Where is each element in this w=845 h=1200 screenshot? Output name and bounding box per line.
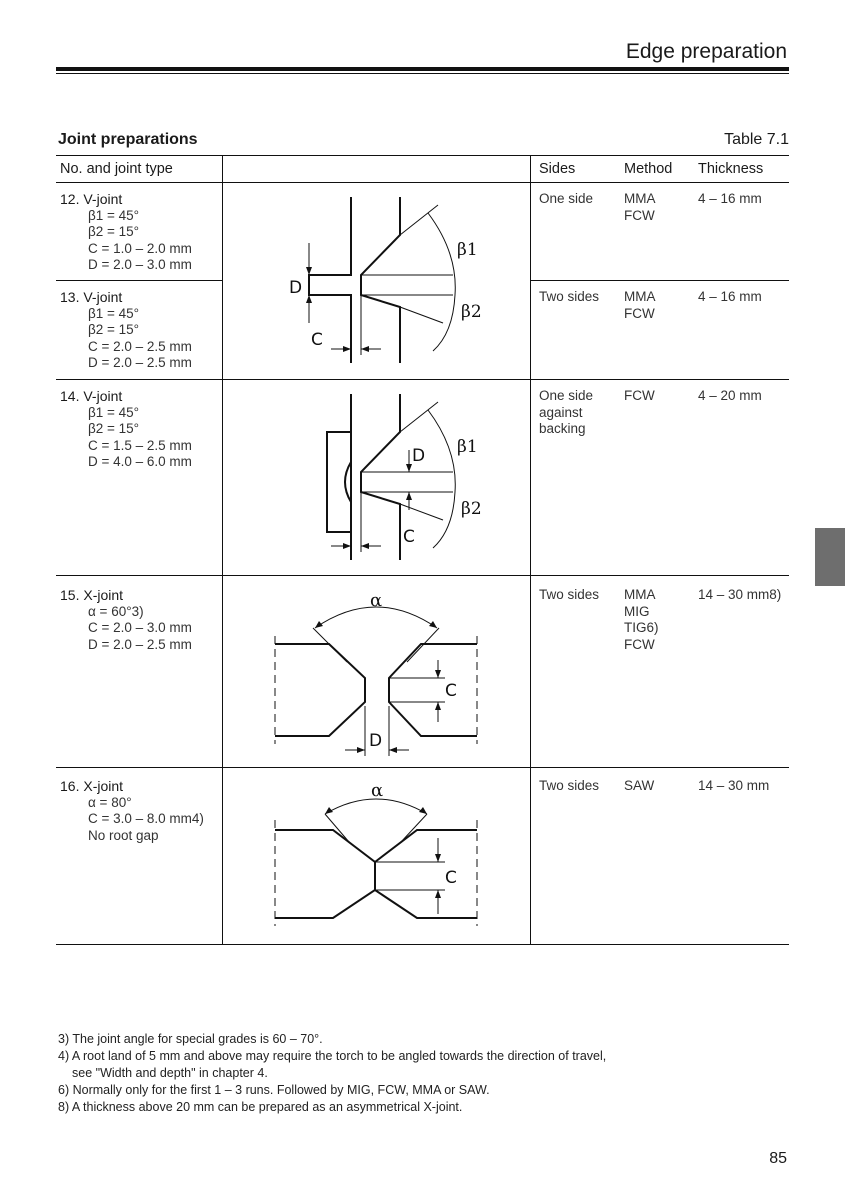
col-header-type: No. and joint type <box>60 161 173 177</box>
label-beta2: β2 <box>461 499 482 519</box>
method-item: FCW <box>624 207 655 223</box>
label-alpha: α <box>370 590 383 611</box>
method-item: FCW <box>624 636 655 652</box>
sides-15: Two sides <box>539 587 600 602</box>
footnote-8: 8) A thickness above 20 mm can be prepared as an asymmetrical X-joint. <box>58 1100 463 1114</box>
sides-16: Two sides <box>539 778 600 793</box>
method-item: MMA <box>624 191 656 206</box>
method-14: FCW <box>624 388 655 403</box>
table-rule-12-right <box>530 280 789 281</box>
table-rule-top <box>56 155 789 156</box>
label-beta2: β2 <box>461 302 482 322</box>
param: β1 = 45° <box>88 207 140 223</box>
param: D = 4.0 – 6.0 mm <box>88 454 192 469</box>
param: D = 2.0 – 2.5 mm <box>88 636 192 652</box>
label-D: D <box>289 278 303 298</box>
param: β2 = 15° <box>88 224 140 239</box>
col-header-thickness: Thickness <box>698 161 764 177</box>
joint-12 <box>60 191 192 274</box>
footnote-3: 3) The joint angle for special grades is 60 – 70°. <box>58 1032 323 1046</box>
method-15 <box>624 587 659 653</box>
label-C: C <box>403 527 415 547</box>
thickness-12: 4 – 16 mm <box>698 191 762 206</box>
param: α = 80° <box>88 794 132 810</box>
method-12 <box>624 191 656 224</box>
v-joint-diagram <box>223 183 529 378</box>
label-beta1: β1 <box>457 240 478 260</box>
method-item: MIG <box>624 603 650 619</box>
v-joint-backing-diagram <box>223 380 529 574</box>
x-joint-diagram <box>223 576 529 766</box>
method-item: MMA <box>624 289 656 304</box>
joint-name: 12. V-joint <box>60 191 123 207</box>
thickness-16: 14 – 30 mm <box>698 778 770 793</box>
method-13 <box>624 289 656 322</box>
method-item: FCW <box>624 305 655 321</box>
thickness-13: 4 – 16 mm <box>698 289 762 304</box>
label-C: C <box>311 330 323 350</box>
param: β2 = 15° <box>88 322 140 337</box>
joint-name: 14. V-joint <box>60 388 123 404</box>
label-D: D <box>412 446 426 466</box>
label-alpha: α <box>371 780 384 801</box>
joint-15 <box>60 587 192 653</box>
label-D: D <box>369 731 383 751</box>
footnote-4-cont: see "Width and depth" in chapter 4. <box>72 1066 268 1080</box>
page-number: 85 <box>769 1150 787 1167</box>
method-item: MMA <box>624 587 656 602</box>
param: No root gap <box>88 827 159 843</box>
param: C = 3.0 – 8.0 mm4) <box>88 811 204 826</box>
thickness-14: 4 – 20 mm <box>698 388 762 403</box>
param: D = 2.0 – 3.0 mm <box>88 257 192 272</box>
col-header-method: Method <box>624 161 673 177</box>
header-rule-thin <box>56 73 789 74</box>
param: D = 2.0 – 2.5 mm <box>88 355 192 370</box>
label-C: C <box>445 868 457 888</box>
col-header-sides: Sides <box>539 161 576 177</box>
joint-13 <box>60 289 192 372</box>
label-C: C <box>445 681 457 701</box>
joint-name: 15. X-joint <box>60 587 124 603</box>
method-item: TIG6) <box>624 620 659 635</box>
table-rule-bottom <box>56 944 789 945</box>
label-beta1: β1 <box>457 437 478 457</box>
joint-14 <box>60 388 192 471</box>
joint-name: 16. X-joint <box>60 778 124 794</box>
table-caption: Joint preparations <box>58 131 198 148</box>
section-title: Edge preparation <box>625 40 787 63</box>
method-16: SAW <box>624 778 655 793</box>
param: β1 = 45° <box>88 404 140 420</box>
param: C = 2.0 – 2.5 mm <box>88 338 192 354</box>
header-rule-thick <box>56 67 789 71</box>
footnote-6: 6) Normally only for the first 1 – 3 runs. Followed by MIG, FCW, MMA or SAW. <box>58 1083 490 1097</box>
footnote-4: 4) A root land of 5 mm and above may require the torch to be angled towards the direction of travel, <box>58 1049 607 1063</box>
sides-12: One side <box>539 191 594 206</box>
sides-13: Two sides <box>539 289 600 304</box>
thickness-15: 14 – 30 mm8) <box>698 587 782 602</box>
table-rule-12-left <box>56 280 222 281</box>
joint-name: 13. V-joint <box>60 289 123 305</box>
param: C = 1.0 – 2.0 mm <box>88 240 192 256</box>
table-number: Table 7.1 <box>724 131 789 148</box>
sides-14: One side against backing <box>539 388 594 436</box>
joint-16 <box>60 778 204 844</box>
param: β1 = 45° <box>88 305 140 321</box>
col-divider-2 <box>530 155 531 945</box>
x-joint-no-gap-diagram <box>223 768 529 943</box>
param: C = 2.0 – 3.0 mm <box>88 620 192 635</box>
chapter-tab <box>815 528 845 586</box>
param: α = 60°3) <box>88 603 144 619</box>
param: β2 = 15° <box>88 421 140 436</box>
param: C = 1.5 – 2.5 mm <box>88 437 192 453</box>
